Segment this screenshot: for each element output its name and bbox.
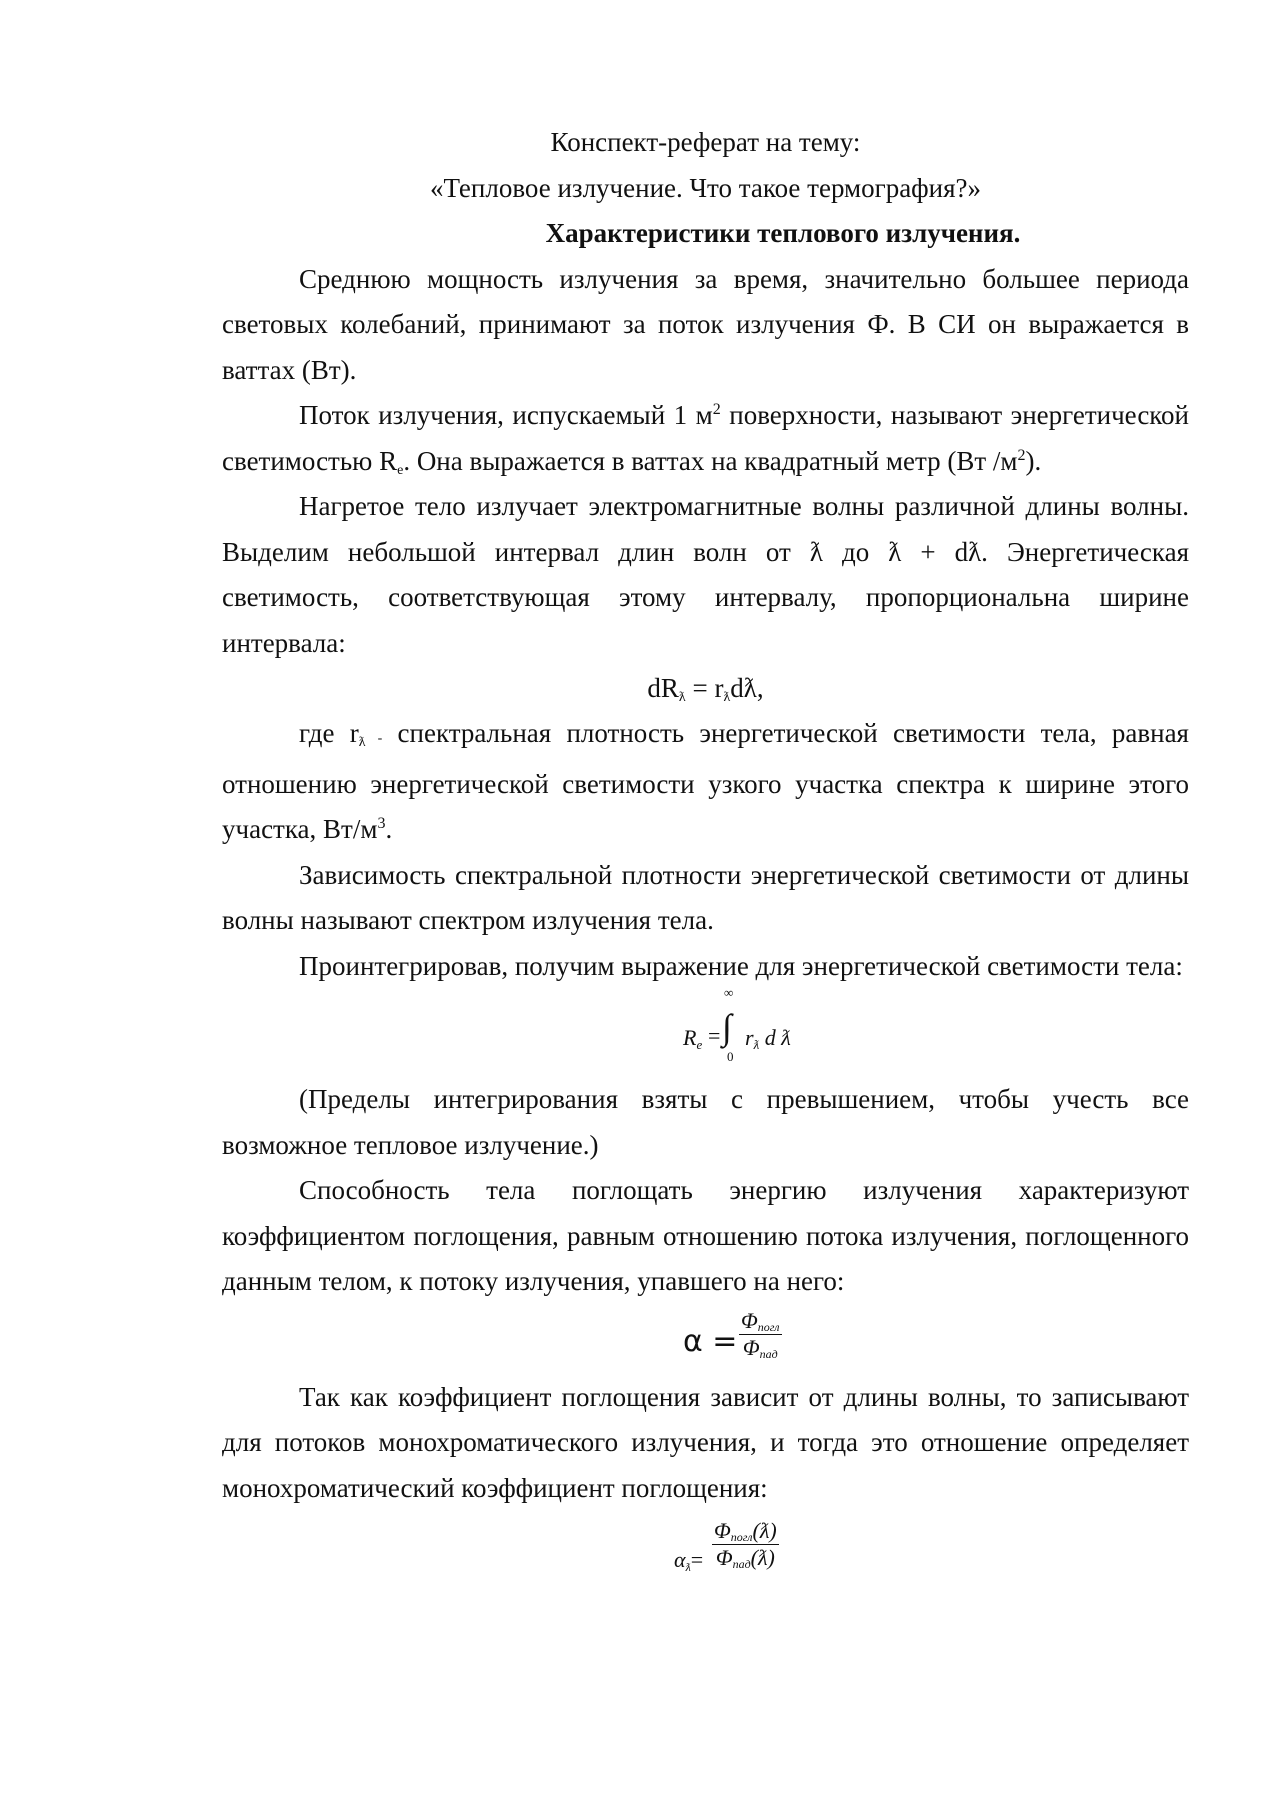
alpha-lambda-denominator: $\Phi_{пад}(ƛ)$	[715, 1545, 775, 1571]
f1-part-a: dR	[647, 673, 679, 703]
p4-dash: -	[365, 731, 383, 746]
paragraph-absorption: Способность тела поглощать энергию излучения характеризуют коэффициентом поглощения, равным отношению потока излучения, поглощенного данным телом, к потоку излучения, упавшего на него:	[222, 1175, 1189, 1296]
alpha-numerator: $\Phi_{погл}$	[741, 1307, 780, 1334]
paragraph-flux: Среднюю мощность излучения за время, значительно большее периода световых колебаний, принимают за поток излучения Ф. В СИ он выражается в ваттах (Вт).	[222, 263, 1189, 385]
p2-text-a: Поток излучения, испускаемый 1 м	[299, 400, 713, 430]
f1-part-b: = r	[685, 673, 724, 703]
p2-sub: e	[397, 462, 404, 478]
integral-equals: =	[708, 1023, 721, 1048]
p4-text-a: где r	[299, 718, 359, 748]
alpha-denominator: $\Phi_{пад}$	[742, 1334, 778, 1361]
integral-sign: ∫	[722, 1007, 732, 1047]
paragraph-monochromatic: Так как коэффициент поглощения зависит от длины волны, то записывают для потоков монохроматического излучения, и тогда это отношение определяет монохроматический коэффициент поглощения:	[222, 1381, 1189, 1503]
formula-absorption-coefficient	[222, 1305, 1189, 1375]
p2-sup2: 2	[1017, 446, 1026, 464]
p2-text-b: поверхности, называют энергетической светимостью R	[222, 400, 1190, 476]
integral-upper-limit: ∞	[724, 985, 734, 1000]
f1-part-c: dƛ,	[730, 673, 764, 703]
paragraph-limits-note: (Пределы интегрирования взяты с превышением, чтобы учесть все возможное тепловое излучение.)	[222, 1084, 1189, 1160]
alpha-symbol: α =	[683, 1323, 738, 1359]
paragraph-luminosity	[222, 393, 1189, 484]
title-line-2: «Тепловое излучение. Что такое термография?»	[429, 172, 982, 203]
f1-sub-2: ƛ	[723, 690, 731, 705]
paragraph-integrate: Проинтегрировав, получим выражение для энергетической светимости тела:	[299, 950, 1183, 981]
f1-sub-1: ƛ	[678, 690, 686, 705]
p2-sup: 2	[712, 401, 721, 418]
p4-sup: 3	[377, 815, 386, 832]
integral-lhs: $R_e$	[683, 1025, 703, 1052]
p4-text-c: .	[385, 814, 393, 844]
formula-integral	[222, 985, 1189, 1073]
paragraph-interval: Нагретое тело излучает электромагнитные волны различной длины волны. Выделим небольшой интервал длин волн от ƛ до ƛ + dƛ. Энергетическая светимость, соответствующая этому интервалу, пропорциональна ширине интервала:	[222, 491, 1189, 658]
p2-text-c: . Она выражается в ваттах на квадратный метр (Вт /м	[403, 445, 1018, 476]
alpha-lambda-lhs: $\alpha_ƛ=$	[674, 1547, 704, 1574]
p2-text-d: ).	[1025, 445, 1042, 476]
section-heading: Характеристики теплового излучения.	[545, 218, 1021, 248]
formula-monochromatic-coefficient	[222, 1513, 1189, 1593]
integral-lower-limit: 0	[727, 1049, 734, 1064]
alpha-lambda-numerator: $\Phi_{погл}(ƛ)$	[714, 1518, 777, 1544]
paragraph-spectral-density	[222, 711, 1189, 853]
p4-sub: ƛ	[358, 735, 366, 750]
alpha-fraction	[739, 1309, 782, 1360]
p4-text-b: спектральная плотность энергетической светимости тела, равная отношению энергетической светимости узкого участка спектра к ширине этого участка, Вт/м	[222, 718, 1189, 844]
paragraph-spectrum: Зависимость спектральной плотности энергетической светимости от длины волны называют спектром излучения тела.	[222, 859, 1189, 935]
formula-spectral-luminosity	[222, 666, 1189, 711]
alpha-lambda-fraction	[712, 1519, 779, 1570]
integral-integrand: $r_ƛ$ d ƛ	[745, 1025, 791, 1052]
title-line-1: Конспект-реферат на тему:	[550, 127, 861, 157]
